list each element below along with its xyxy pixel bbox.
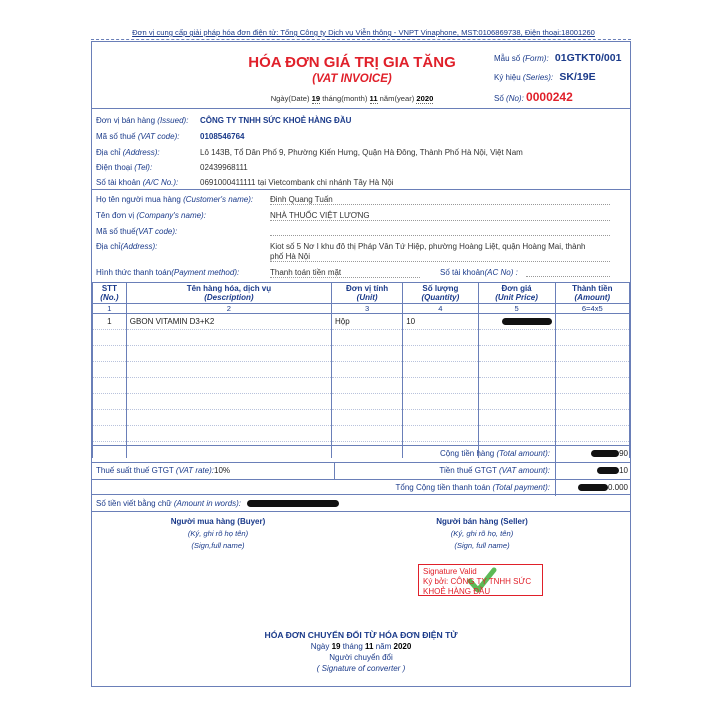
seller-signature-sub: (Ký, ghi rõ họ, tên) xyxy=(450,529,514,538)
row-no: 1 xyxy=(93,314,127,330)
seller-signature-title: Người bán hàng (Seller) xyxy=(436,517,528,526)
seller-signature xyxy=(382,516,582,552)
conversion-section xyxy=(92,630,630,674)
date-day: 19 xyxy=(311,94,321,103)
total-label: Tổng Cộng tiền thanh toán (Total payment): xyxy=(395,483,550,492)
buyer-account xyxy=(526,268,610,277)
invoice-header xyxy=(92,42,630,109)
series-label-en: (Series): xyxy=(522,73,554,82)
invoice-date xyxy=(222,94,482,103)
seller-vat: 0108546764 xyxy=(200,132,245,141)
items-table xyxy=(92,282,630,458)
column-number-row xyxy=(93,304,630,314)
no-label-en: (No): xyxy=(506,94,524,103)
seller-account: 0691000411111 tại Vietcombank chi nhánh Tây Hà Nội xyxy=(200,178,394,187)
col-number: 2 xyxy=(126,304,331,314)
buyer-address-line2: phố Hà Nội xyxy=(270,252,610,262)
row-description: GBON VITAMIN D3+K2 xyxy=(126,314,331,330)
col-number: 1 xyxy=(93,304,127,314)
buyer-name: Đinh Quang Tuấn xyxy=(270,195,610,205)
vat-amount-label: Tiền thuế GTGT (VAT amount): xyxy=(439,466,550,475)
no-value: 0000242 xyxy=(526,90,573,104)
words-label: Số tiền viết bằng chữ xyxy=(96,499,172,508)
invoice xyxy=(91,41,631,687)
buyer-vat xyxy=(270,227,610,236)
buyer-payment: Thanh toán tiền mặt xyxy=(270,268,420,278)
converter-label: Người chuyển đổi xyxy=(329,653,393,662)
converter-label-en: ( Signature of converter ) xyxy=(316,664,406,673)
buyer-signature-sub: (Ký, ghi rõ họ tên) xyxy=(187,529,249,538)
table-row-empty xyxy=(93,346,630,362)
seller-section: Đơn vị bán hàng (Issued): CÔNG TY TNHH SỨC KHOẺ HÀNG ĐẦU Mã số thuế (VAT code): 0108546764 Địa chỉ (Address): Lô 143B, Tổ Dân Phố 9, Phường Kiến Hưng, Quận Hà Đông, Thành Phố Hà Nội, Việt Nam Điện thoại (Tel): 02439968111 Số tài khoản (A/C No.): 0691000411111 tại Vietcombank chi nhánh Tây Hà Nội xyxy=(92,110,630,190)
table-row xyxy=(93,314,630,330)
series-value: SK/19E xyxy=(559,71,596,83)
col-header-unit-price: Đơn giá (Unit Price) xyxy=(478,283,555,304)
table-row-empty xyxy=(93,362,630,378)
no-label: Số xyxy=(494,94,504,103)
subtotal-row xyxy=(92,445,630,462)
table-row-empty xyxy=(93,410,630,426)
row-unit-price xyxy=(478,314,555,330)
vat-amount-value: 10 xyxy=(555,463,630,479)
invoice-number xyxy=(494,90,573,104)
buyer-signature xyxy=(118,516,318,552)
table-header-row xyxy=(93,283,630,304)
col-number: 6=4x5 xyxy=(555,304,629,314)
redaction-mark xyxy=(502,318,552,325)
col-number: 5 xyxy=(478,304,555,314)
digital-signature-box xyxy=(418,564,543,596)
seller-name: CÔNG TY TNHH SỨC KHOẺ HÀNG ĐẦU xyxy=(200,116,352,125)
col-header-unit: Đơn vị tính (Unit) xyxy=(332,283,403,304)
col-number: 3 xyxy=(332,304,403,314)
form-label: Mẫu số xyxy=(494,54,521,63)
conversion-title: HÓA ĐƠN CHUYỂN ĐỔI TỪ HÓA ĐƠN ĐIỆN TỬ xyxy=(264,630,458,640)
seller-address: Lô 143B, Tổ Dân Phố 9, Phường Kiến Hưng, Quận Hà Đông, Thành Phố Hà Nội, Việt Nam xyxy=(200,148,523,157)
col-header-no: STT (No.) xyxy=(93,283,127,304)
buyer-account-label: Số tài khoản(AC No) : xyxy=(440,268,518,277)
provider-line: Đơn vị cung cấp giải pháp hóa đơn điện tử: Tổng Công ty Dịch vụ Viễn thông - VNPT Vinaphone, MST:0106869738, Điện thoại:18001260 xyxy=(132,28,595,37)
col-header-description: Tên hàng hóa, dịch vụ (Description) xyxy=(126,283,331,304)
invoice-title: HÓA ĐƠN GIÁ TRỊ GIA TĂNG xyxy=(248,54,456,71)
vat-row xyxy=(92,462,630,479)
signature-valid-text: Signature Valid xyxy=(423,567,477,576)
table-row-empty xyxy=(93,378,630,394)
series-label: Ký hiệu xyxy=(494,73,521,82)
buyer-company: NHÀ THUỐC VIỆT LƯƠNG xyxy=(270,211,610,221)
subtotal-label: Cộng tiền hàng (Total amount): xyxy=(439,449,550,458)
table-row-empty xyxy=(93,426,630,442)
vat-rate-label: Thuế suất thuế GTGT (VAT rate):10% xyxy=(96,466,231,475)
series-number xyxy=(494,71,596,83)
buyer-address-line1: Kiot số 5 Nơ I khu đô thị Pháp Vân Tứ Hiệp, phường Hoàng Liệt, quận Hoàng Mai, thành xyxy=(270,242,586,251)
buyer-signature-sub-en: (Sign,full name) xyxy=(191,541,245,550)
seller-tel: 02439968111 xyxy=(200,163,248,172)
row-quantity: 10 xyxy=(403,314,478,330)
col-number: 4 xyxy=(403,304,478,314)
date-month: 11 xyxy=(369,94,378,103)
vat-rate-value: 10% xyxy=(214,466,231,475)
date-month-label: tháng(month) xyxy=(322,94,368,103)
amount-in-words-row xyxy=(92,494,630,512)
col-header-quantity: Số lượng (Quantity) xyxy=(403,283,478,304)
invoice-subtitle: (VAT INVOICE) xyxy=(312,73,392,85)
date-year-label: năm(year) xyxy=(379,94,415,103)
subtotal-value: 90 xyxy=(555,446,630,462)
buyer-signature-title: Người mua hàng (Buyer) xyxy=(170,517,266,526)
redaction-mark xyxy=(247,500,339,507)
buyer-section: Họ tên người mua hàng (Customer's name): Đinh Quang Tuấn Tên đơn vị (Company's name): NHÀ THUỐC VIỆT LƯƠNG Mã số thuế(VAT code): Địa chỉ(Address): Kiot số 5 Nơ I khu đô thị Pháp Vân Tứ Hiệp, phường Hoàng Liệt, quận Hoàng Mai, thành phố Hà Nội Hình thức thanh toán(Payment method): Thanh toán tiền mặt Số tài khoản(AC No) : xyxy=(92,191,630,281)
form-value: 01GTKT0/001 xyxy=(554,52,622,64)
form-label-en: (Form): xyxy=(522,54,549,63)
row-unit: Hộp xyxy=(332,314,403,330)
col-header-amount: Thành tiền (Amount) xyxy=(555,283,629,304)
date-prefix: Ngày(Date) xyxy=(270,94,310,103)
total-value: 0.000 xyxy=(555,480,630,496)
row-amount xyxy=(555,314,629,330)
table-row-empty xyxy=(93,394,630,410)
form-number xyxy=(494,52,621,64)
signature-signer: Ký bởi: CÔNG TY TNHH SỨC KHOẺ HÀNG ĐẦU xyxy=(423,577,532,596)
date-year: 2020 xyxy=(416,94,434,103)
table-row-empty xyxy=(93,330,630,346)
conversion-date: Ngày 19 tháng 11 năm 2020 xyxy=(310,642,412,651)
seller-signature-sub-en: (Sign, full name) xyxy=(454,541,510,550)
words-label-en: (Amount in words): xyxy=(173,499,241,508)
